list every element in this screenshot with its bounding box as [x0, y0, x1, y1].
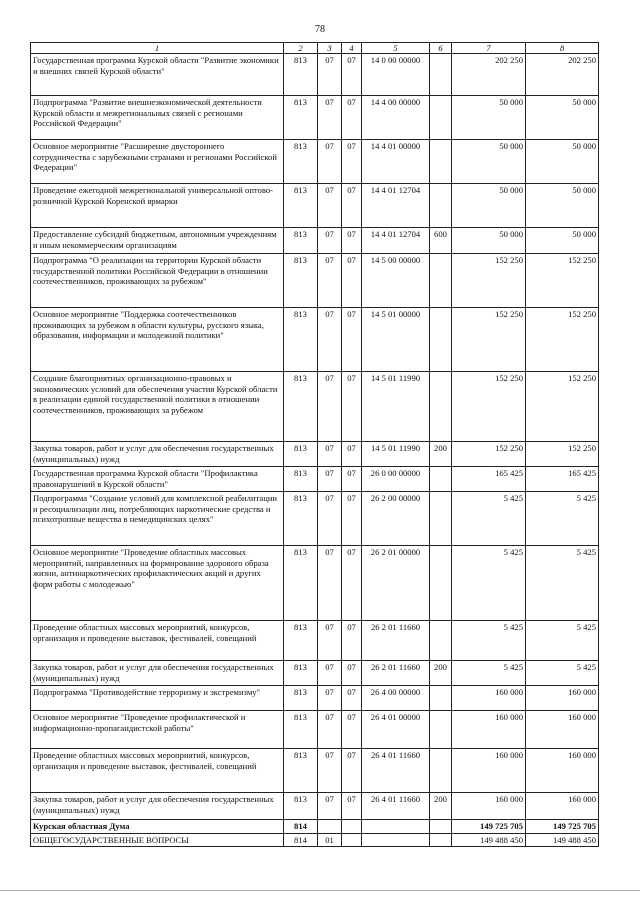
row-cell-c8: 149 488 450 [526, 833, 599, 847]
row-cell-c6 [430, 686, 452, 711]
row-cell-c3: 07 [318, 686, 342, 711]
row-cell-c7: 165 425 [452, 467, 526, 492]
row-name-cell: Создание благоприятных организационно-правовых и экономических условий для обеспечения участия Курской области в реализации единой государственной политики в отношении соотечественников, проживающих за рубежом [31, 372, 284, 442]
row-name-cell: Закупка товаров, работ и услуг для обеспечения государственных (муниципальных) нужд [31, 442, 284, 467]
row-cell-c2: 813 [284, 793, 318, 820]
row-cell-c8: 5 425 [526, 546, 599, 621]
row-cell-c4: 07 [342, 228, 362, 254]
row-cell-c4: 07 [342, 308, 362, 372]
table-row [31, 96, 599, 140]
row-cell-c2: 813 [284, 749, 318, 793]
row-name-cell: Курская областная Дума [31, 820, 284, 834]
row-name-cell: Подпрограмма "Развитие внешнеэкономической деятельности Курской области и межрегиональных связей с регионами Российской Федерации" [31, 96, 284, 140]
row-cell-c5: 14 0 00 00000 [362, 54, 430, 96]
row-name-cell: Проведение областных массовых мероприятий, конкурсов, организация и проведение выставок, фестивалей, совещаний [31, 749, 284, 793]
row-cell-c7: 5 425 [452, 546, 526, 621]
row-cell-c6 [430, 54, 452, 96]
row-cell-c5: 26 2 00 00000 [362, 492, 430, 546]
row-cell-c7: 152 250 [452, 254, 526, 308]
row-cell-c2: 814 [284, 833, 318, 847]
row-cell-c4: 07 [342, 467, 362, 492]
row-cell-c7: 152 250 [452, 372, 526, 442]
row-cell-c2: 813 [284, 467, 318, 492]
row-cell-c4: 07 [342, 96, 362, 140]
table-row [31, 308, 599, 372]
row-name-cell: Проведение ежегодной межрегиональной универсальной оптово-розничной Курской Коренской ярмарки [31, 184, 284, 228]
row-cell-c8: 152 250 [526, 442, 599, 467]
row-cell-c8: 160 000 [526, 686, 599, 711]
row-cell-c2: 813 [284, 546, 318, 621]
row-cell-c7: 160 000 [452, 686, 526, 711]
table-row [31, 372, 599, 442]
row-cell-c3: 07 [318, 254, 342, 308]
table-row [31, 254, 599, 308]
row-cell-c6: 200 [430, 661, 452, 686]
row-cell-c2: 813 [284, 621, 318, 661]
row-name-cell: Государственная программа Курской области "Профилактика правонарушений в Курской области" [31, 467, 284, 492]
row-cell-c6 [430, 184, 452, 228]
row-cell-c8: 160 000 [526, 749, 599, 793]
row-cell-c3: 07 [318, 793, 342, 820]
row-cell-c7: 50 000 [452, 184, 526, 228]
table-row [31, 184, 599, 228]
row-cell-c6: 200 [430, 442, 452, 467]
header-col-6: 6 [430, 43, 452, 54]
row-name-cell: Проведение областных массовых мероприятий, конкурсов, организация и проведение выставок, фестивалей, совещаний [31, 621, 284, 661]
row-cell-c3: 07 [318, 711, 342, 749]
row-name-cell: Предоставление субсидий бюджетным, автономным учреждениям и иным некоммерческим организациям [31, 228, 284, 254]
row-cell-c8: 5 425 [526, 661, 599, 686]
row-cell-c4: 07 [342, 492, 362, 546]
row-cell-c5: 26 2 01 00000 [362, 546, 430, 621]
row-cell-c2: 813 [284, 96, 318, 140]
row-cell-c4 [342, 820, 362, 834]
table-row [31, 140, 599, 184]
row-cell-c5 [362, 820, 430, 834]
table-row [31, 228, 599, 254]
row-cell-c5: 14 4 01 12704 [362, 184, 430, 228]
row-cell-c3: 07 [318, 54, 342, 96]
table-row [31, 661, 599, 686]
row-cell-c2: 813 [284, 372, 318, 442]
table-row [31, 621, 599, 661]
row-cell-c4: 07 [342, 661, 362, 686]
row-cell-c6 [430, 467, 452, 492]
row-cell-c8: 149 725 705 [526, 820, 599, 834]
row-cell-c8: 160 000 [526, 711, 599, 749]
row-cell-c6 [430, 96, 452, 140]
row-cell-c3: 07 [318, 372, 342, 442]
row-cell-c5: 26 2 01 11660 [362, 661, 430, 686]
table-row [31, 749, 599, 793]
row-cell-c2: 813 [284, 228, 318, 254]
row-cell-c5: 14 4 00 00000 [362, 96, 430, 140]
row-cell-c6 [430, 254, 452, 308]
row-cell-c7: 160 000 [452, 749, 526, 793]
header-col-5: 5 [362, 43, 430, 54]
row-cell-c8: 160 000 [526, 793, 599, 820]
row-cell-c8: 152 250 [526, 372, 599, 442]
table-row [31, 54, 599, 96]
header-col-3: 3 [318, 43, 342, 54]
row-cell-c6 [430, 711, 452, 749]
header-row [31, 43, 599, 54]
row-name-cell: Закупка товаров, работ и услуг для обеспечения государственных (муниципальных) нужд [31, 793, 284, 820]
row-cell-c7: 50 000 [452, 140, 526, 184]
row-cell-c5: 14 5 01 11990 [362, 442, 430, 467]
header-col-8: 8 [526, 43, 599, 54]
row-cell-c2: 813 [284, 140, 318, 184]
row-cell-c2: 813 [284, 711, 318, 749]
row-cell-c8: 50 000 [526, 140, 599, 184]
row-cell-c8: 50 000 [526, 184, 599, 228]
row-cell-c3: 07 [318, 184, 342, 228]
row-cell-c3: 07 [318, 308, 342, 372]
row-cell-c4 [342, 833, 362, 847]
row-cell-c6 [430, 372, 452, 442]
row-cell-c4: 07 [342, 793, 362, 820]
row-cell-c2: 813 [284, 442, 318, 467]
header-col-7: 7 [452, 43, 526, 54]
budget-table [30, 42, 599, 847]
row-cell-c5: 14 5 01 11990 [362, 372, 430, 442]
row-cell-c2: 813 [284, 492, 318, 546]
row-cell-c7: 160 000 [452, 793, 526, 820]
row-cell-c4: 07 [342, 749, 362, 793]
header-col-2: 2 [284, 43, 318, 54]
row-cell-c3: 07 [318, 96, 342, 140]
row-cell-c5: 26 4 01 11660 [362, 749, 430, 793]
table-row [31, 442, 599, 467]
row-cell-c7: 5 425 [452, 621, 526, 661]
row-cell-c6 [430, 621, 452, 661]
row-name-cell: ОБЩЕГОСУДАРСТВЕННЫЕ ВОПРОСЫ [31, 833, 284, 847]
row-name-cell: Закупка товаров, работ и услуг для обеспечения государственных (муниципальных) нужд [31, 661, 284, 686]
row-cell-c4: 07 [342, 711, 362, 749]
row-cell-c6 [430, 140, 452, 184]
row-cell-c5: 26 2 01 11660 [362, 621, 430, 661]
row-cell-c8: 5 425 [526, 621, 599, 661]
row-cell-c7: 50 000 [452, 96, 526, 140]
row-cell-c5: 14 4 01 12704 [362, 228, 430, 254]
row-cell-c7: 50 000 [452, 228, 526, 254]
row-name-cell: Основное мероприятие "Проведение профилактической и информационно-пропагандистской работы" [31, 711, 284, 749]
row-cell-c6: 600 [430, 228, 452, 254]
row-cell-c6: 200 [430, 793, 452, 820]
table-row [31, 793, 599, 820]
row-cell-c4: 07 [342, 621, 362, 661]
row-cell-c3: 01 [318, 833, 342, 847]
row-cell-c7: 202 250 [452, 54, 526, 96]
row-cell-c3: 07 [318, 621, 342, 661]
row-cell-c8: 50 000 [526, 96, 599, 140]
row-cell-c7: 5 425 [452, 492, 526, 546]
row-cell-c5: 14 5 00 00000 [362, 254, 430, 308]
row-cell-c7: 152 250 [452, 442, 526, 467]
row-cell-c5: 26 0 00 00000 [362, 467, 430, 492]
row-cell-c7: 149 488 450 [452, 833, 526, 847]
row-cell-c8: 202 250 [526, 54, 599, 96]
row-cell-c8: 152 250 [526, 308, 599, 372]
row-cell-c3: 07 [318, 467, 342, 492]
row-name-cell: Основное мероприятие "Поддержка соотечественников проживающих за рубежом в области культуры, русского языка, образования, информации и молодежной политики" [31, 308, 284, 372]
row-cell-c8: 152 250 [526, 254, 599, 308]
row-name-cell: Подпрограмма "О реализации на территории Курской области государственной политики Российской Федерации в отношении соотечественников, проживающих за рубежом" [31, 254, 284, 308]
row-cell-c4: 07 [342, 254, 362, 308]
row-cell-c2: 813 [284, 54, 318, 96]
row-cell-c5: 26 4 01 00000 [362, 711, 430, 749]
row-cell-c3: 07 [318, 140, 342, 184]
table-row [31, 546, 599, 621]
row-cell-c6 [430, 820, 452, 834]
row-cell-c6 [430, 546, 452, 621]
table-row [31, 492, 599, 546]
row-cell-c4: 07 [342, 184, 362, 228]
row-cell-c5: 14 5 01 00000 [362, 308, 430, 372]
table-row [31, 820, 599, 834]
table-row [31, 711, 599, 749]
row-cell-c6 [430, 833, 452, 847]
row-cell-c5: 26 4 00 00000 [362, 686, 430, 711]
row-cell-c7: 160 000 [452, 711, 526, 749]
row-cell-c2: 813 [284, 661, 318, 686]
row-cell-c8: 165 425 [526, 467, 599, 492]
row-cell-c6 [430, 492, 452, 546]
row-cell-c6 [430, 749, 452, 793]
row-cell-c8: 5 425 [526, 492, 599, 546]
row-cell-c2: 813 [284, 686, 318, 711]
row-cell-c2: 813 [284, 308, 318, 372]
page-number: 78 [315, 24, 325, 35]
row-cell-c8: 50 000 [526, 228, 599, 254]
row-cell-c4: 07 [342, 140, 362, 184]
page-bottom-rule [0, 890, 640, 891]
row-cell-c5: 26 4 01 11660 [362, 793, 430, 820]
row-name-cell: Основное мероприятие "Расширение двустороннего сотрудничества с зарубежными странами и регионами Российской Федерации" [31, 140, 284, 184]
row-cell-c3: 07 [318, 661, 342, 686]
row-cell-c4: 07 [342, 442, 362, 467]
row-cell-c3 [318, 820, 342, 834]
row-cell-c5: 14 4 01 00000 [362, 140, 430, 184]
row-cell-c2: 814 [284, 820, 318, 834]
row-cell-c2: 813 [284, 184, 318, 228]
row-cell-c3: 07 [318, 228, 342, 254]
row-name-cell: Подпрограмма "Создание условий для комплексной реабилитации и ресоциализации лиц, потребляющих наркотические средства и психотропные вещества в немедицинских целях" [31, 492, 284, 546]
row-cell-c7: 5 425 [452, 661, 526, 686]
row-cell-c4: 07 [342, 372, 362, 442]
row-cell-c7: 149 725 705 [452, 820, 526, 834]
row-name-cell: Подпрограмма "Противодействие терроризму и экстремизму" [31, 686, 284, 711]
row-name-cell: Основное мероприятие "Проведение областных массовых мероприятий, направленных на формирование здорового образа жизни, антинаркотических профилактических акций и других форм работы с молодежью" [31, 546, 284, 621]
row-cell-c5 [362, 833, 430, 847]
row-cell-c4: 07 [342, 546, 362, 621]
row-cell-c6 [430, 308, 452, 372]
header-col-4: 4 [342, 43, 362, 54]
row-cell-c7: 152 250 [452, 308, 526, 372]
row-cell-c3: 07 [318, 749, 342, 793]
row-cell-c3: 07 [318, 442, 342, 467]
row-cell-c4: 07 [342, 54, 362, 96]
row-name-cell: Государственная программа Курской области "Развитие экономики и внешних связей Курской области" [31, 54, 284, 96]
row-cell-c4: 07 [342, 686, 362, 711]
row-cell-c3: 07 [318, 492, 342, 546]
row-cell-c2: 813 [284, 254, 318, 308]
table-row [31, 833, 599, 847]
table-row [31, 467, 599, 492]
header-col-1: 1 [31, 43, 284, 54]
table-row [31, 686, 599, 711]
row-cell-c3: 07 [318, 546, 342, 621]
